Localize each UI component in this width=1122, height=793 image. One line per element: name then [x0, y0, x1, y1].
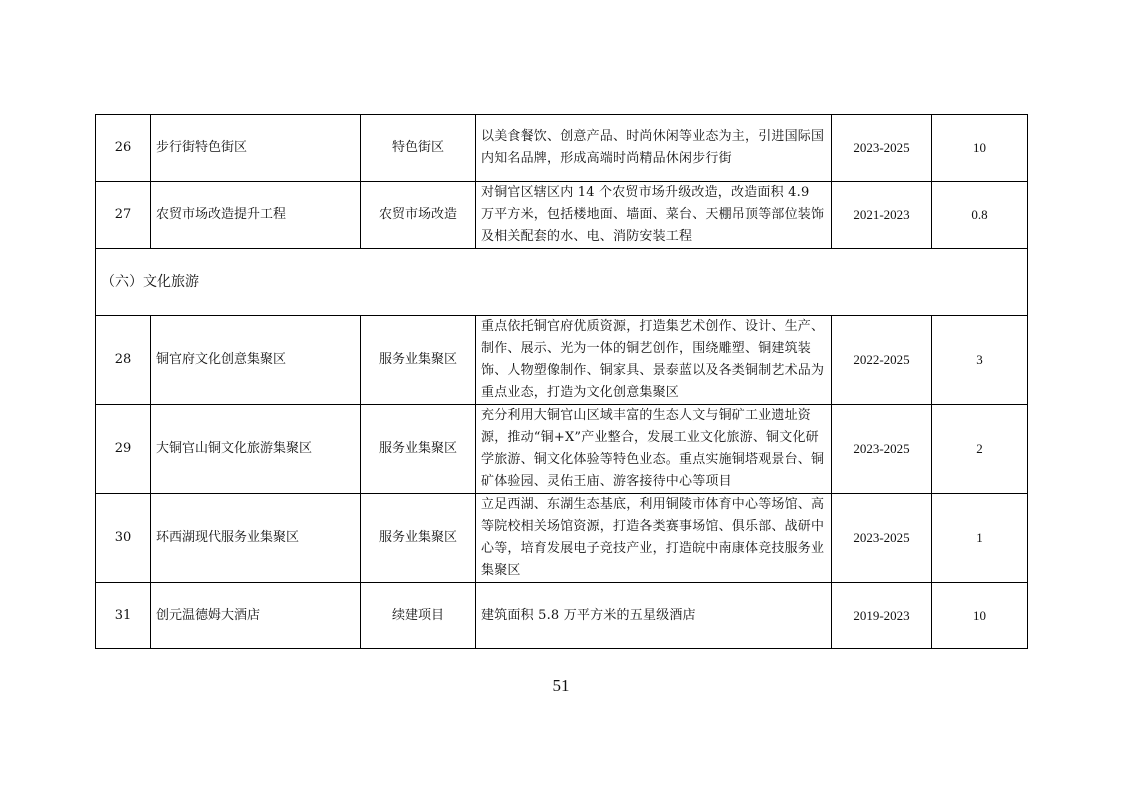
table-row [96, 494, 1028, 583]
investment-amount: 10 [932, 115, 1028, 182]
investment-amount: 3 [932, 316, 1028, 405]
table-row [96, 405, 1028, 494]
investment-amount: 1 [932, 494, 1028, 583]
project-type: 农贸市场改造 [361, 182, 476, 249]
project-name: 创元温德姆大酒店 [151, 583, 361, 649]
construction-period: 2021-2023 [832, 182, 932, 249]
project-type: 服务业集聚区 [361, 405, 476, 494]
table-row [96, 182, 1028, 249]
row-number: 26 [96, 115, 151, 182]
construction-period: 2019-2023 [832, 583, 932, 649]
project-name: 大铜官山铜文化旅游集聚区 [151, 405, 361, 494]
project-description: 充分利用大铜官山区域丰富的生态人文与铜矿工业遗址资源，推动“铜+X”产业整合，发展工业文化旅游、铜文化研学旅游、铜文化体验等特色业态。重点实施铜塔观景台、铜矿体验园、灵佑王庙、游客接待中心等项目 [476, 405, 832, 494]
project-description: 立足西湖、东湖生态基底，利用铜陵市体育中心等场馆、高等院校相关场馆资源，打造各类赛事场馆、俱乐部、战研中心等，培育发展电子竞技产业，打造皖中南康体竞技服务业集聚区 [476, 494, 832, 583]
table-row [96, 583, 1028, 649]
page-number: 51 [552, 676, 570, 695]
row-number: 30 [96, 494, 151, 583]
project-description: 重点依托铜官府优质资源，打造集艺术创作、设计、生产、制作、展示、光为一体的铜艺创作，围绕雕塑、铜建筑装饰、人物塑像制作、铜家具、景泰蓝以及各类铜制艺术品为重点业态，打造为文化创意集聚区 [476, 316, 832, 405]
table-row [96, 316, 1028, 405]
project-type: 服务业集聚区 [361, 316, 476, 405]
investment-amount: 2 [932, 405, 1028, 494]
project-name: 环西湖现代服务业集聚区 [151, 494, 361, 583]
project-name: 农贸市场改造提升工程 [151, 182, 361, 249]
row-number: 28 [96, 316, 151, 405]
project-table [95, 114, 1028, 649]
project-description: 以美食餐饮、创意产品、时尚休闲等业态为主，引进国际国内知名品牌，形成高端时尚精品休闲步行街 [476, 115, 832, 182]
construction-period: 2023-2025 [832, 405, 932, 494]
project-name: 步行街特色街区 [151, 115, 361, 182]
row-number: 31 [96, 583, 151, 649]
project-type: 服务业集聚区 [361, 494, 476, 583]
project-description: 对铜官区辖区内 14 个农贸市场升级改造，改造面积 4.9 万平方米，包括楼地面、墙面、菜台、天棚吊顶等部位装饰及相关配套的水、电、消防安装工程 [476, 182, 832, 249]
row-number: 27 [96, 182, 151, 249]
investment-amount: 0.8 [932, 182, 1028, 249]
section-title: （六）文化旅游 [96, 249, 1028, 316]
section-header-row [96, 249, 1028, 316]
investment-amount: 10 [932, 583, 1028, 649]
project-type: 续建项目 [361, 583, 476, 649]
project-name: 铜官府文化创意集聚区 [151, 316, 361, 405]
row-number: 29 [96, 405, 151, 494]
construction-period: 2023-2025 [832, 115, 932, 182]
table-row [96, 115, 1028, 182]
construction-period: 2023-2025 [832, 494, 932, 583]
project-type: 特色街区 [361, 115, 476, 182]
project-description: 建筑面积 5.8 万平方米的五星级酒店 [476, 583, 832, 649]
construction-period: 2022-2025 [832, 316, 932, 405]
